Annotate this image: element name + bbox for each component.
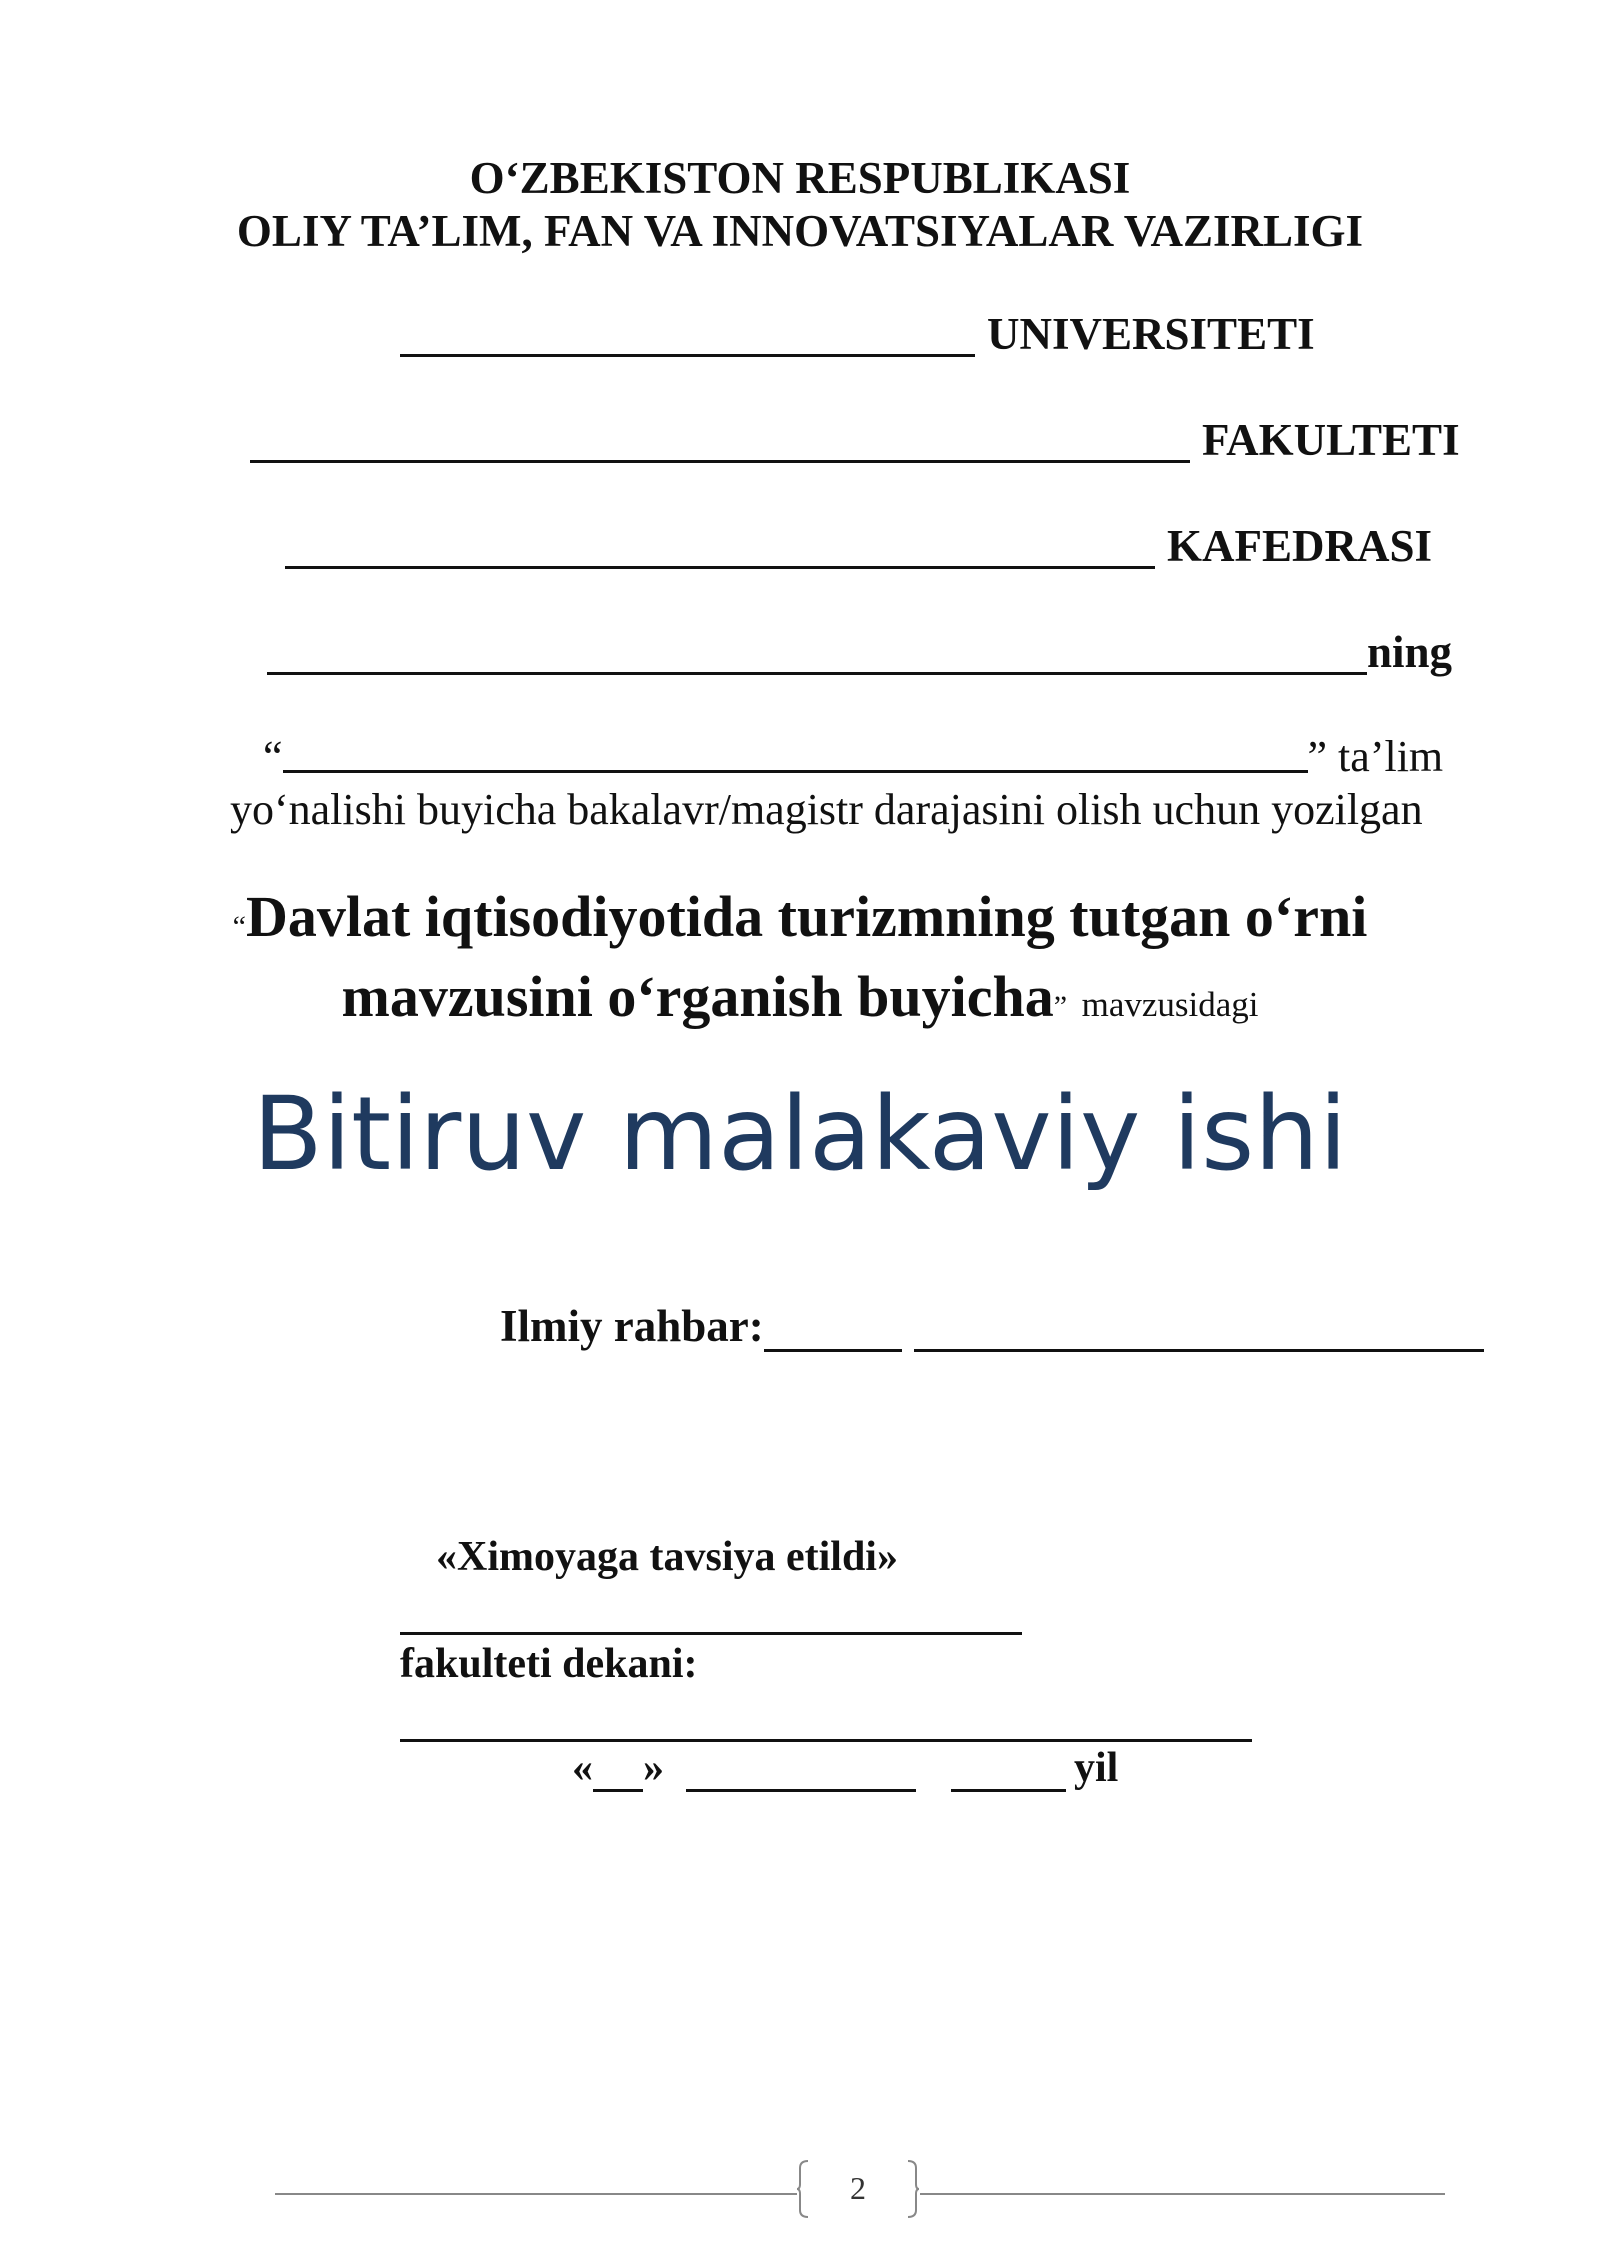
topic-close-quote: ”	[1053, 990, 1068, 1023]
direction-row	[263, 734, 1443, 779]
supervisor-label: Ilmiy rahbar:	[500, 1301, 764, 1351]
date-close-quote: »	[643, 1745, 664, 1791]
dean-label: fakulteti dekani:	[400, 1641, 698, 1687]
ministry-line-1: O‘ZBEKISTON RESPUBLIKASI	[469, 153, 1131, 203]
date-row	[572, 1744, 1118, 1792]
department-blank	[285, 565, 1155, 569]
date-month-blank	[686, 1788, 916, 1792]
department-label: KAFEDRASI	[1167, 521, 1433, 571]
university-blank	[400, 353, 975, 357]
dean-signature-blank	[400, 1739, 1252, 1742]
date-day-blank	[593, 1788, 643, 1792]
topic-line-2-text: mavzusini o‘rganish buyicha	[341, 964, 1054, 1029]
footer-line-left	[275, 2193, 797, 2195]
topic-line-1	[0, 882, 1600, 962]
direction-close-text: ” ta’lim	[1307, 732, 1444, 781]
topic-suffix: mavzusidagi	[1081, 985, 1259, 1024]
faculty-label: FAKULTETI	[1202, 415, 1460, 465]
topic-open-quote: “	[232, 910, 246, 943]
student-suffix: ning	[1367, 627, 1453, 677]
supervisor-row	[500, 1300, 1484, 1352]
date-open-quote: «	[572, 1745, 593, 1791]
recommendation-blank	[400, 1632, 1022, 1635]
university-label: UNIVERSITETI	[987, 309, 1315, 359]
topic-line-2	[0, 962, 1600, 1042]
ministry-line-2: OLIY TA’LIM, FAN VA INNOVATSIYALAR VAZIRLIGI	[236, 206, 1364, 256]
supervisor-blank-short	[764, 1348, 902, 1352]
direction-blank	[283, 769, 1308, 773]
university-row	[400, 309, 1315, 359]
student-row	[267, 627, 1453, 677]
document-title: Bitiruv malakaviy ishi	[252, 1075, 1348, 1194]
footer-line-right	[920, 2193, 1445, 2195]
faculty-row	[250, 415, 1460, 465]
direction-open-quote: “	[263, 732, 283, 781]
ministry-header	[0, 152, 1600, 258]
supervisor-blank-long	[914, 1348, 1484, 1352]
page-number: 2	[850, 2169, 866, 2206]
department-row	[285, 521, 1433, 571]
student-name-blank	[267, 671, 1367, 675]
date-year-blank	[951, 1788, 1066, 1792]
topic-line-1-text: Davlat iqtisodiyotida turizmning tutgan o‘rni	[245, 884, 1368, 949]
faculty-blank	[250, 459, 1190, 463]
year-label: yil	[1074, 1745, 1119, 1791]
thesis-topic	[0, 882, 1600, 1042]
recommendation-text: «Ximoyaga tavsiya etildi»	[436, 1534, 898, 1580]
direction-description: yo‘nalishi buyicha bakalavr/magistr darajasini olish uchun yozilgan	[230, 785, 1423, 834]
